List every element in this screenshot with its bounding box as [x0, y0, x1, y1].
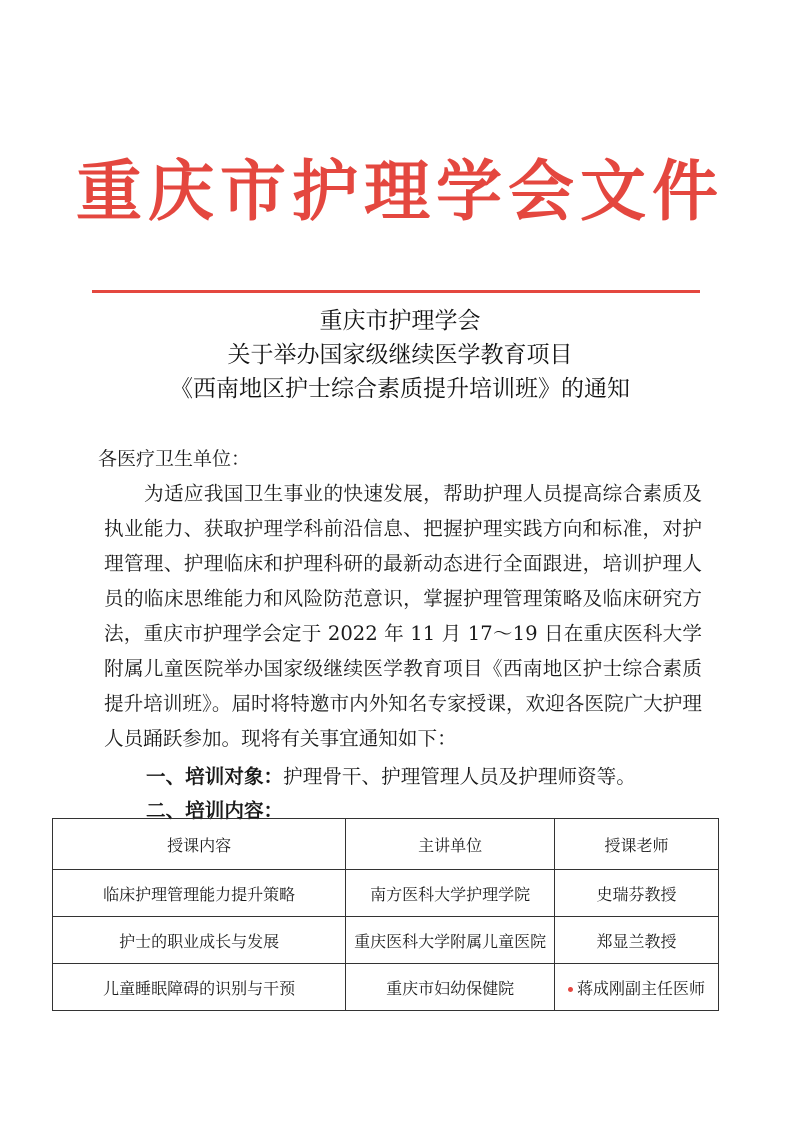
table-cell-topic: 临床护理管理能力提升策略 — [53, 870, 346, 917]
notice-title-line3: 《西南地区护士综合素质提升培训班》的通知 — [170, 376, 630, 402]
table-header-cell: 授课内容 — [53, 819, 346, 870]
table-row — [53, 964, 719, 1011]
table-cell-teacher — [554, 964, 718, 1011]
stamp-mark-icon — [568, 987, 573, 992]
table-cell-teacher: 郑显兰教授 — [554, 917, 718, 964]
table-row — [53, 917, 719, 964]
section-1-text: 护理骨干、护理管理人员及护理师资等。 — [283, 765, 636, 788]
table-cell-teacher: 史瑞芬教授 — [554, 870, 718, 917]
table-cell-teacher-text: 蒋成刚副主任医师 — [576, 978, 705, 998]
table-header-row — [53, 819, 719, 870]
table-row — [53, 870, 719, 917]
section-1 — [146, 760, 636, 789]
body-paragraph: 为适应我国卫生事业的快速发展，帮助护理人员提高综合素质及执业能力、获取护理学科前沿信息、把握护理实践方向和标准，对护理管理、护理临床和护理科研的最新动态进行全面跟进，培训护理人员的临床思维能力和风险防范意识，掌握护理管理策略及临床研究方法，重庆市护理学会定于 2022 年 11 月 17～19 日在重庆医科大学附属儿童医院举办国家级继续医学教育项目《西南地区护士综合素质提升培训班》。届时将特邀市内外知名专家授课，欢迎各医院广大护理人员踊跃参加。现将有关事宜通知如下： — [104, 482, 702, 750]
red-divider-line — [92, 290, 700, 293]
course-table — [52, 818, 719, 1011]
document-header-title: 重庆市护理学会文件 — [76, 152, 724, 230]
table-cell-topic: 护士的职业成长与发展 — [53, 917, 346, 964]
notice-title-line1: 重庆市护理学会 — [319, 308, 481, 334]
table-header-cell: 授课老师 — [554, 819, 718, 870]
table-cell-unit: 南方医科大学护理学院 — [346, 870, 555, 917]
section-1-label: 一、培训对象： — [146, 765, 284, 788]
table-cell-unit: 重庆市妇幼保健院 — [346, 964, 555, 1011]
table-cell-topic: 儿童睡眠障碍的识别与干预 — [53, 964, 346, 1011]
section-2-label: 二、培训内容： — [146, 799, 284, 822]
notice-title-line2: 关于举办国家级继续医学教育项目 — [227, 342, 573, 368]
salutation: 各医疗卫生单位： — [98, 448, 251, 470]
table-header-cell: 主讲单位 — [346, 819, 555, 870]
table-cell-unit: 重庆医科大学附属儿童医院 — [346, 917, 555, 964]
